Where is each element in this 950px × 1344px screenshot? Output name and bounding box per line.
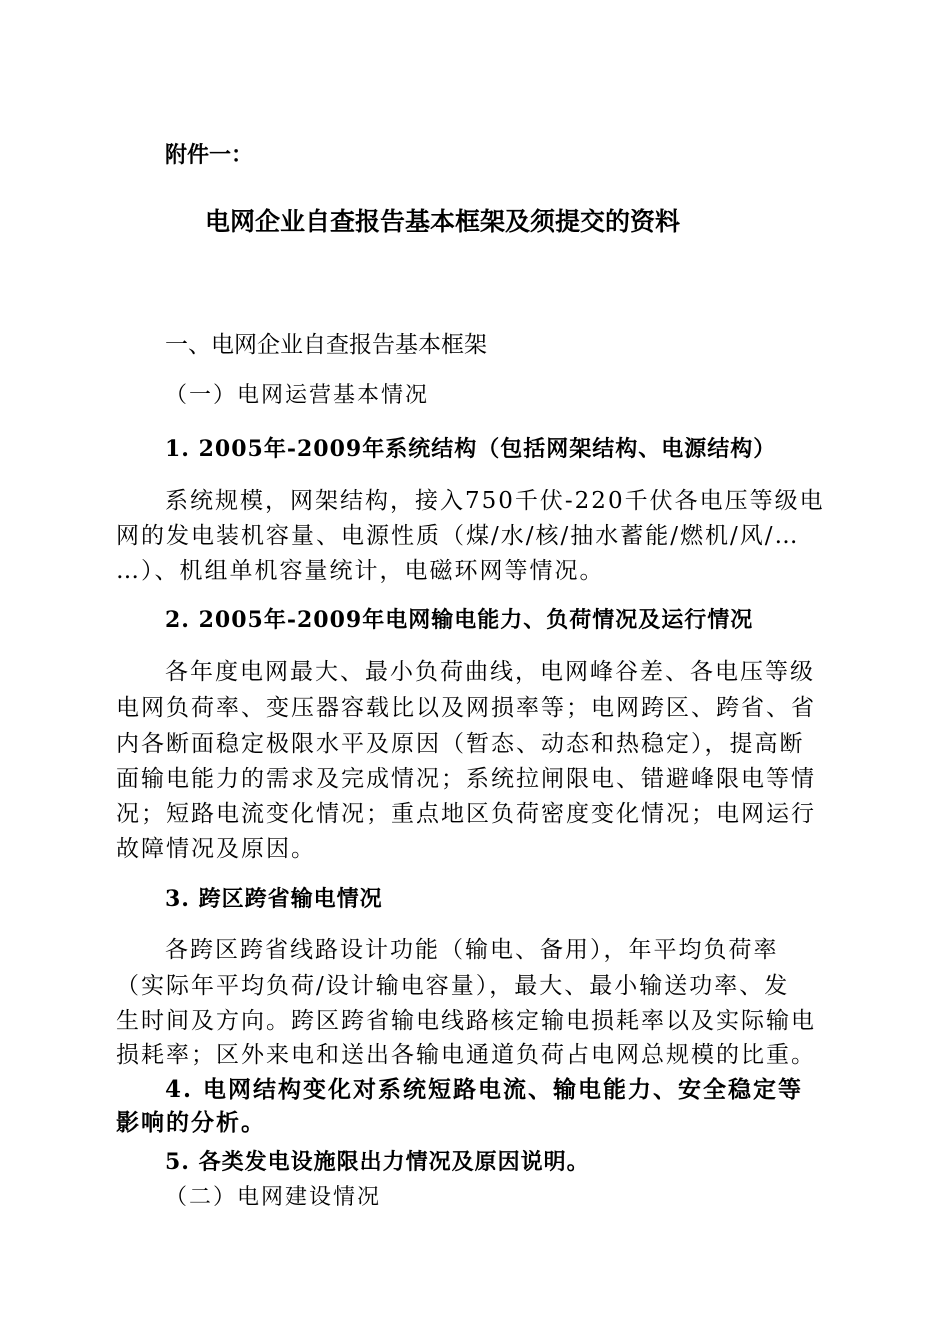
paragraph-line: 面输电能力的需求及完成情况；系统拉闸限电、错避峰限电等情 [116,766,816,792]
section-heading: 一、电网企业自查报告基本框架 [165,332,487,358]
paragraph-line: 电网负荷率、变压器容载比以及网损率等；电网跨区、跨省、省 [116,695,816,721]
paragraph-line: 各年度电网最大、最小负荷曲线，电网峰谷差、各电压等级 [165,659,815,685]
item-heading-3: 3. 跨区跨省输电情况 [165,886,383,912]
paragraph-line: 故障情况及原因。 [116,836,316,862]
paragraph-line: …）、机组单机容量统计，电磁环网等情况。 [116,558,605,584]
item-heading-4: 4. 电网结构变化对系统短路电流、输电能力、安全稳定等 [165,1076,804,1103]
item-heading-2: 2. 2005年-2009年电网输电能力、负荷情况及运行情况 [165,607,754,633]
paragraph-line: 生时间及方向。跨区跨省输电线路核定输电损耗率以及实际输电 [116,1008,816,1034]
paragraph-line: （实际年平均负荷/设计输电容量），最大、最小输送功率、发 [116,973,790,999]
paragraph-line: 各跨区跨省线路设计功能（输电、备用），年平均负荷率 [165,937,779,963]
paragraph-line: 损耗率；区外来电和送出各输电通道负荷占电网总规模的比重。 [116,1042,816,1068]
subsection-heading: （一）电网运营基本情况 [165,383,430,408]
item-heading-1: 1. 2005年-2009年系统结构（包括网架结构、电源结构） [165,436,777,462]
item-heading-4-cont: 影响的分析。 [116,1109,266,1136]
attachment-label: 附件一： [165,143,254,168]
paragraph-line: 内各断面稳定极限水平及原因（暂态、动态和热稳定），提高断 [116,731,805,757]
document-title: 电网企业自查报告基本框架及须提交的资料 [205,207,681,236]
paragraph-line: 况；短路电流变化情况；重点地区负荷密度变化情况；电网运行 [116,801,816,827]
item-heading-5: 5. 各类发电设施限出力情况及原因说明。 [165,1149,590,1175]
paragraph-line: 系统规模，网架结构，接入750千伏-220千伏各电压等级电 [165,488,825,514]
subsection-heading-2: （二）电网建设情况 [165,1185,382,1210]
paragraph-line: 网的发电装机容量、电源性质（煤/水/核/抽水蓄能/燃机/风/… [116,523,800,549]
